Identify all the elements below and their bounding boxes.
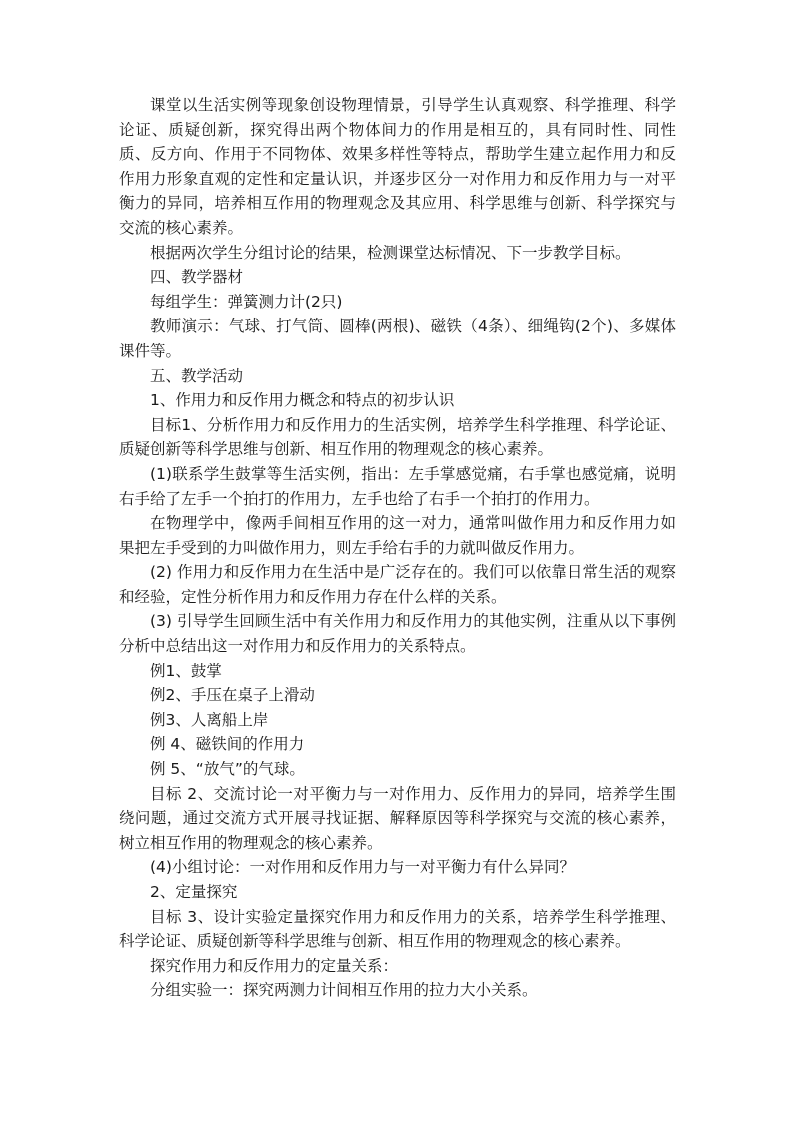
- subheading-quantitative: 2、定量探究: [150, 883, 238, 901]
- section-heading-activities: 五、教学活动: [150, 366, 244, 385]
- paragraph-item-2: (2) 作用力和反作用力在生活中是广泛存在的。我们可以依靠日常生活的观察和经验，定性分析作用力和反作用力存在什么样的关系。: [119, 563, 676, 606]
- example-1: 例1、鼓掌: [150, 661, 222, 680]
- example-3: 例3、人离船上岸: [150, 710, 269, 729]
- paragraph-quantitative-relation: 探究作用力和反作用力的定量关系：: [150, 956, 399, 975]
- paragraph-goal-2: 目标 2、交流讨论一对平衡力与一对作用力、反作用力的异同，培养学生围绕问题，通过交流方式开展寻找证据、解释原因等科学探究与交流的核心素养，树立相互作用的物理观念的核心素养。: [119, 784, 676, 852]
- document-body: [119, 93, 676, 1003]
- paragraph-group-experiment-1: 分组实验一：探究两测力计间相互作用的拉力大小关系。: [150, 981, 538, 1000]
- section-heading-equipment: 四、教学器材: [150, 268, 244, 287]
- paragraph-goal-3: 目标 3、设计实验定量探究作用力和反作用力的关系，培养学生科学推理、科学论证、质疑创新等科学思维与创新、相互作用的物理观念的核心素养。: [119, 907, 676, 951]
- paragraph-student-equipment: 每组学生：弹簧测力计(2只): [150, 292, 343, 311]
- paragraph-discussion-results: 根据两次学生分组讨论的结果，检测课堂达标情况、下一步教学目标。: [150, 243, 631, 262]
- example-4: 例 4、磁铁间的作用力: [150, 735, 305, 754]
- paragraph-item-4: (4)小组讨论：一对作用和反作用力与一对平衡力有什么异同？: [150, 858, 575, 877]
- paragraph-teacher-demo: 教师演示：气球、打气筒、圆棒(两根)、磁铁（4条）、细绳钩(2个)、多媒体课件等。: [119, 317, 676, 360]
- paragraph-item-1: (1)联系学生鼓掌等生活实例，指出：左手掌感觉痛，右手掌也感觉痛，说明右手给了左手一个拍打的作用力，左手也给了右手一个拍打的作用力。: [119, 464, 676, 508]
- subheading-initial-understanding: 1、作用力和反作用力概念和特点的初步认识: [150, 391, 455, 410]
- example-2: 例2、手压在桌子上滑动: [150, 686, 315, 705]
- example-5: 例 5、“放气”的气球。: [150, 760, 305, 779]
- paragraph-item-3: (3) 引导学生回顾生活中有关作用力和反作用力的其他实例，注重从以下事例分析中总结出这一对作用力和反作用力的关系特点。: [119, 612, 676, 656]
- paragraph-intro-summary: 课堂以生活实例等现象创设物理情景，引导学生认真观察、科学推理、科学论证、质疑创新，探究得出两个物体间力的作用是相互的，具有同时性、同性质、反方向、作用于不同物体、效果多样性等特点，帮助学生建立起作用力和反作用力形象直观的定性和定量认识，并逐步区分一对作用力和反作用力与一对平衡力的异同，培养相互作用的物理观念及其应用、科学思维与创新、科学探究与交流的核心素养。: [119, 96, 676, 237]
- paragraph-physics-definition: 在物理学中，像两手间相互作用的这一对力，通常叫做作用力和反作用力如果把左手受到的力叫做作用力，则左手给右手的力就叫做反作用力。: [119, 514, 676, 557]
- paragraph-goal-1: 目标1、分析作用力和反作用力的生活实例，培养学生科学推理、科学论证、质疑创新等科学思维与创新、相互作用的物理观念的核心素养。: [119, 415, 676, 459]
